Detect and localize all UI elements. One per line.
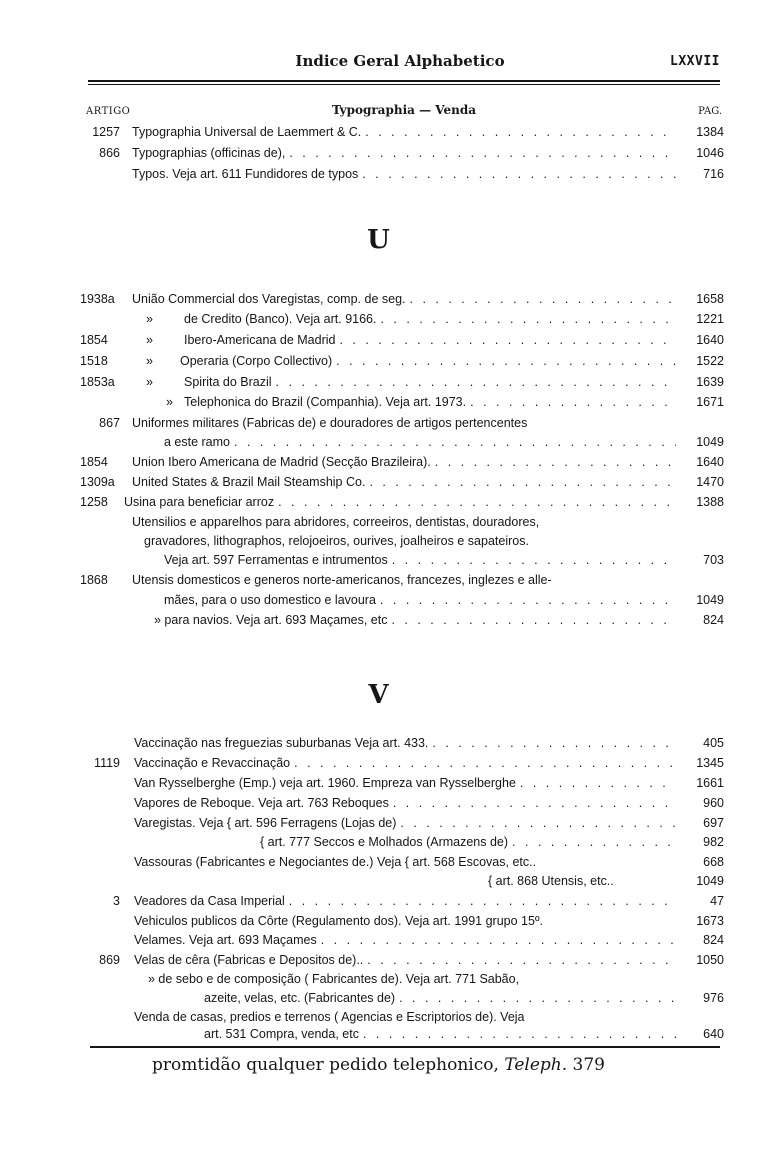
- entry-text: Utensis domesticos e generos norte-americanos, francezes, inglezes e alle-: [132, 573, 552, 587]
- entry-text: { art. 777 Seccos e Molhados (Armazens de): [260, 835, 509, 849]
- entry-text: Veja art. 597 Ferramentas e intrumentos: [164, 553, 388, 567]
- index-entry: [80, 832, 724, 852]
- entry-number: 1868: [80, 573, 108, 587]
- entry-text: gravadores, lithographos, relojoeiros, ourives, joalheiros e sapateiros.: [144, 534, 529, 548]
- index-entry: [80, 143, 724, 163]
- entry-page: 1046: [696, 146, 724, 160]
- leader-dots: [294, 753, 676, 773]
- entry-text: Telephonica do Brazil (Companhia). Veja art. 1973.: [184, 395, 467, 409]
- index-entry: [80, 330, 724, 350]
- header-title: Indice Geral Alphabetico: [295, 52, 505, 70]
- leader-dots: [400, 813, 676, 833]
- entry-number: 1119: [94, 756, 120, 770]
- entry-text: » de sebo e de composição ( Fabricantes de). Veja art. 771 Sabão,: [148, 972, 520, 986]
- leader-dots: [392, 550, 676, 570]
- entry-page: 824: [703, 613, 724, 627]
- entry-page: 1671: [696, 395, 724, 409]
- leader-dots: [365, 122, 676, 142]
- entry-number: 1854: [80, 455, 108, 469]
- entry-text: Velames. Veja art. 693 Maçames: [134, 933, 317, 947]
- index-entry: [80, 289, 724, 309]
- index-entry: [80, 733, 724, 753]
- entry-page: 1049: [696, 593, 724, 607]
- index-entry: [80, 122, 724, 142]
- entry-page: 1658: [696, 292, 724, 306]
- ditto-mark: »: [146, 333, 153, 347]
- entry-page: 1221: [696, 312, 724, 326]
- entry-text: Van Rysselberghe (Emp.) veja art. 1960. Empreza van Rysselberghe: [134, 776, 516, 790]
- entry-page: 824: [703, 933, 724, 947]
- col-pag: PAG.: [698, 106, 722, 117]
- entry-page: 1639: [696, 375, 724, 389]
- entry-page: 1470: [696, 475, 724, 489]
- entry-text: Venda de casas, predios e terrenos ( Agencias e Escriptorios de). Veja: [134, 1010, 525, 1024]
- ditto-mark: »: [146, 375, 153, 389]
- entry-text: Vehiculos publicos da Côrte (Regulamento dos). Veja art. 1991 grupo 15º.: [134, 914, 543, 928]
- leader-dots: [362, 164, 676, 184]
- index-entry: [80, 531, 724, 551]
- index-entry: [80, 590, 724, 610]
- entry-text: Union Ibero Americana de Madrid (Secção Brazileira).: [132, 455, 431, 469]
- leader-dots: [380, 309, 676, 329]
- leader-dots: [435, 452, 676, 472]
- entry-text: Operaria (Corpo Collectivo): [180, 354, 333, 368]
- entry-text: azeite, velas, etc. (Fabricantes de): [204, 991, 396, 1005]
- entry-page: 703: [703, 553, 724, 567]
- entry-number: 3: [113, 894, 120, 908]
- entry-number: 1854: [80, 333, 108, 347]
- leader-dots: [512, 832, 676, 852]
- entry-page: 976: [703, 991, 724, 1005]
- header-page-number: LXXVII: [670, 54, 720, 69]
- entry-number: 869: [99, 953, 120, 967]
- entry-page: 1345: [696, 756, 724, 770]
- index-entry: [80, 452, 724, 472]
- section-letter-u: U: [367, 225, 390, 255]
- leader-dots: [336, 351, 676, 371]
- entry-page: 1522: [696, 354, 724, 368]
- entry-text: a este ramo: [164, 435, 231, 449]
- index-entry: [80, 950, 724, 970]
- entry-number: 1257: [92, 125, 120, 139]
- entry-text: Usina para beneficiar arroz: [124, 495, 275, 509]
- index-entry: [80, 813, 724, 833]
- entry-page: 1673: [696, 914, 724, 928]
- entry-page: 697: [703, 816, 724, 830]
- section-letter-v: V: [368, 680, 389, 710]
- entry-text: de Credito (Banco). Veja art. 9166.: [184, 312, 377, 326]
- footer-italic: Teleph.: [504, 1055, 568, 1075]
- leader-dots: [339, 330, 676, 350]
- entry-text: Velas de cêra (Fabricas e Depositos de)..: [134, 953, 364, 967]
- index-entry: [80, 871, 724, 891]
- index-entry: [80, 472, 724, 492]
- entry-text: Ibero-Americana de Madrid: [184, 333, 336, 347]
- leader-dots: [380, 590, 676, 610]
- entry-page: 1388: [696, 495, 724, 509]
- footer-text: promtidão qualquer pedido telephonico,: [152, 1055, 499, 1075]
- index-entry: [80, 773, 724, 793]
- leader-dots: [321, 930, 676, 950]
- entry-text: { art. 868 Utensis, etc..: [488, 874, 614, 888]
- index-entry: [80, 164, 724, 184]
- leader-dots: [369, 472, 676, 492]
- entry-number: 1938a: [80, 292, 115, 306]
- entry-page: 1049: [696, 435, 724, 449]
- entry-text: Typographias (officinas de),: [132, 146, 286, 160]
- entry-text: Typographia Universal de Laemmert & C.: [132, 125, 362, 139]
- index-entry: [80, 372, 724, 392]
- entry-text: Utensilios e apparelhos para abridores, correeiros, dentistas, douradores,: [132, 515, 540, 529]
- index-entry: [80, 413, 724, 433]
- index-entry: [80, 753, 724, 773]
- leader-dots: [391, 610, 676, 630]
- leader-dots: [393, 793, 676, 813]
- index-entry: [80, 309, 724, 329]
- entry-text: Veadores da Casa Imperial: [134, 894, 285, 908]
- footer-number: 379: [572, 1055, 605, 1075]
- index-entry: [80, 930, 724, 950]
- leader-dots: [520, 773, 676, 793]
- index-entry: [80, 969, 724, 989]
- index-entry: [80, 351, 724, 371]
- index-entry: [80, 891, 724, 911]
- leader-dots: [367, 950, 676, 970]
- page-header: [80, 52, 720, 76]
- footer-advert: [0, 1055, 757, 1075]
- entry-number: 1309a: [80, 475, 115, 489]
- entry-text: Spirita do Brazil: [184, 375, 272, 389]
- entry-text: Vassouras (Fabricantes e Negociantes de.) Veja { art. 568 Escovas, etc..: [134, 855, 537, 869]
- index-entry: [80, 988, 724, 1008]
- header-rule-thick: [88, 80, 720, 82]
- entry-text: Vaccinação nas freguezias suburbanas Veja art. 433.: [134, 736, 429, 750]
- index-entry: [80, 911, 724, 931]
- leader-dots: [363, 1024, 676, 1044]
- entry-number: 867: [99, 416, 120, 430]
- index-entry: [80, 492, 724, 512]
- entry-text: União Commercial dos Varegistas, comp. de seg.: [132, 292, 406, 306]
- entry-page: 1661: [696, 776, 724, 790]
- leader-dots: [470, 392, 676, 412]
- entry-page: 668: [703, 855, 724, 869]
- column-header: [86, 103, 722, 119]
- index-entry: [80, 512, 724, 532]
- entry-page: 716: [703, 167, 724, 181]
- entry-number: 1258: [80, 495, 108, 509]
- index-entry: [80, 392, 724, 412]
- index-entry: [80, 793, 724, 813]
- entry-text: United States & Brazil Mail Steamship Co.: [132, 475, 366, 489]
- header-rule-thin: [88, 84, 720, 85]
- entry-number: 866: [99, 146, 120, 160]
- entry-page: 1640: [696, 455, 724, 469]
- entry-page: 405: [703, 736, 724, 750]
- leader-dots: [399, 988, 676, 1008]
- entry-page: 960: [703, 796, 724, 810]
- entry-page: 1384: [696, 125, 724, 139]
- entry-text: Typos. Veja art. 611 Fundidores de typos: [132, 167, 359, 181]
- entry-page: 47: [710, 894, 724, 908]
- leader-dots: [432, 733, 676, 753]
- entry-page: 982: [703, 835, 724, 849]
- leader-dots: [276, 372, 676, 392]
- ditto-mark: »: [146, 312, 153, 326]
- leader-dots: [289, 891, 676, 911]
- index-entry: [80, 610, 724, 630]
- entry-text: Vaccinação e Revaccinação: [134, 756, 291, 770]
- entry-page: 1050: [696, 953, 724, 967]
- entry-number: 1853a: [80, 375, 115, 389]
- entry-text: mães, para o uso domestico e lavoura: [164, 593, 376, 607]
- index-entry: [80, 432, 724, 452]
- entry-page: 640: [703, 1027, 724, 1041]
- ditto-mark: »: [146, 354, 153, 368]
- ditto-mark: »: [166, 395, 173, 409]
- index-entry: [80, 570, 724, 590]
- col-artigo: ARTIGO: [86, 106, 131, 117]
- entry-text: Uniformes militares (Fabricas de) e douradores de artigos pertencentes: [132, 416, 528, 430]
- entry-text: Varegistas. Veja { art. 596 Ferragens (Lojas de): [134, 816, 397, 830]
- index-entry: [80, 1024, 724, 1044]
- entry-text: » para navios. Veja art. 693 Maçames, etc: [154, 613, 388, 627]
- section-heading: Typographia — Venda: [331, 103, 476, 117]
- entry-text: art. 531 Compra, venda, etc: [204, 1027, 359, 1041]
- leader-dots: [234, 432, 676, 452]
- footer-rule: [90, 1046, 720, 1048]
- index-entry: [80, 550, 724, 570]
- index-entry: [80, 852, 724, 872]
- entry-number: 1518: [80, 354, 108, 368]
- leader-dots: [289, 143, 676, 163]
- leader-dots: [410, 289, 677, 309]
- entry-page: 1049: [696, 874, 724, 888]
- entry-text: Vapores de Reboque. Veja art. 763 Reboques: [134, 796, 389, 810]
- entry-page: 1640: [696, 333, 724, 347]
- leader-dots: [278, 492, 676, 512]
